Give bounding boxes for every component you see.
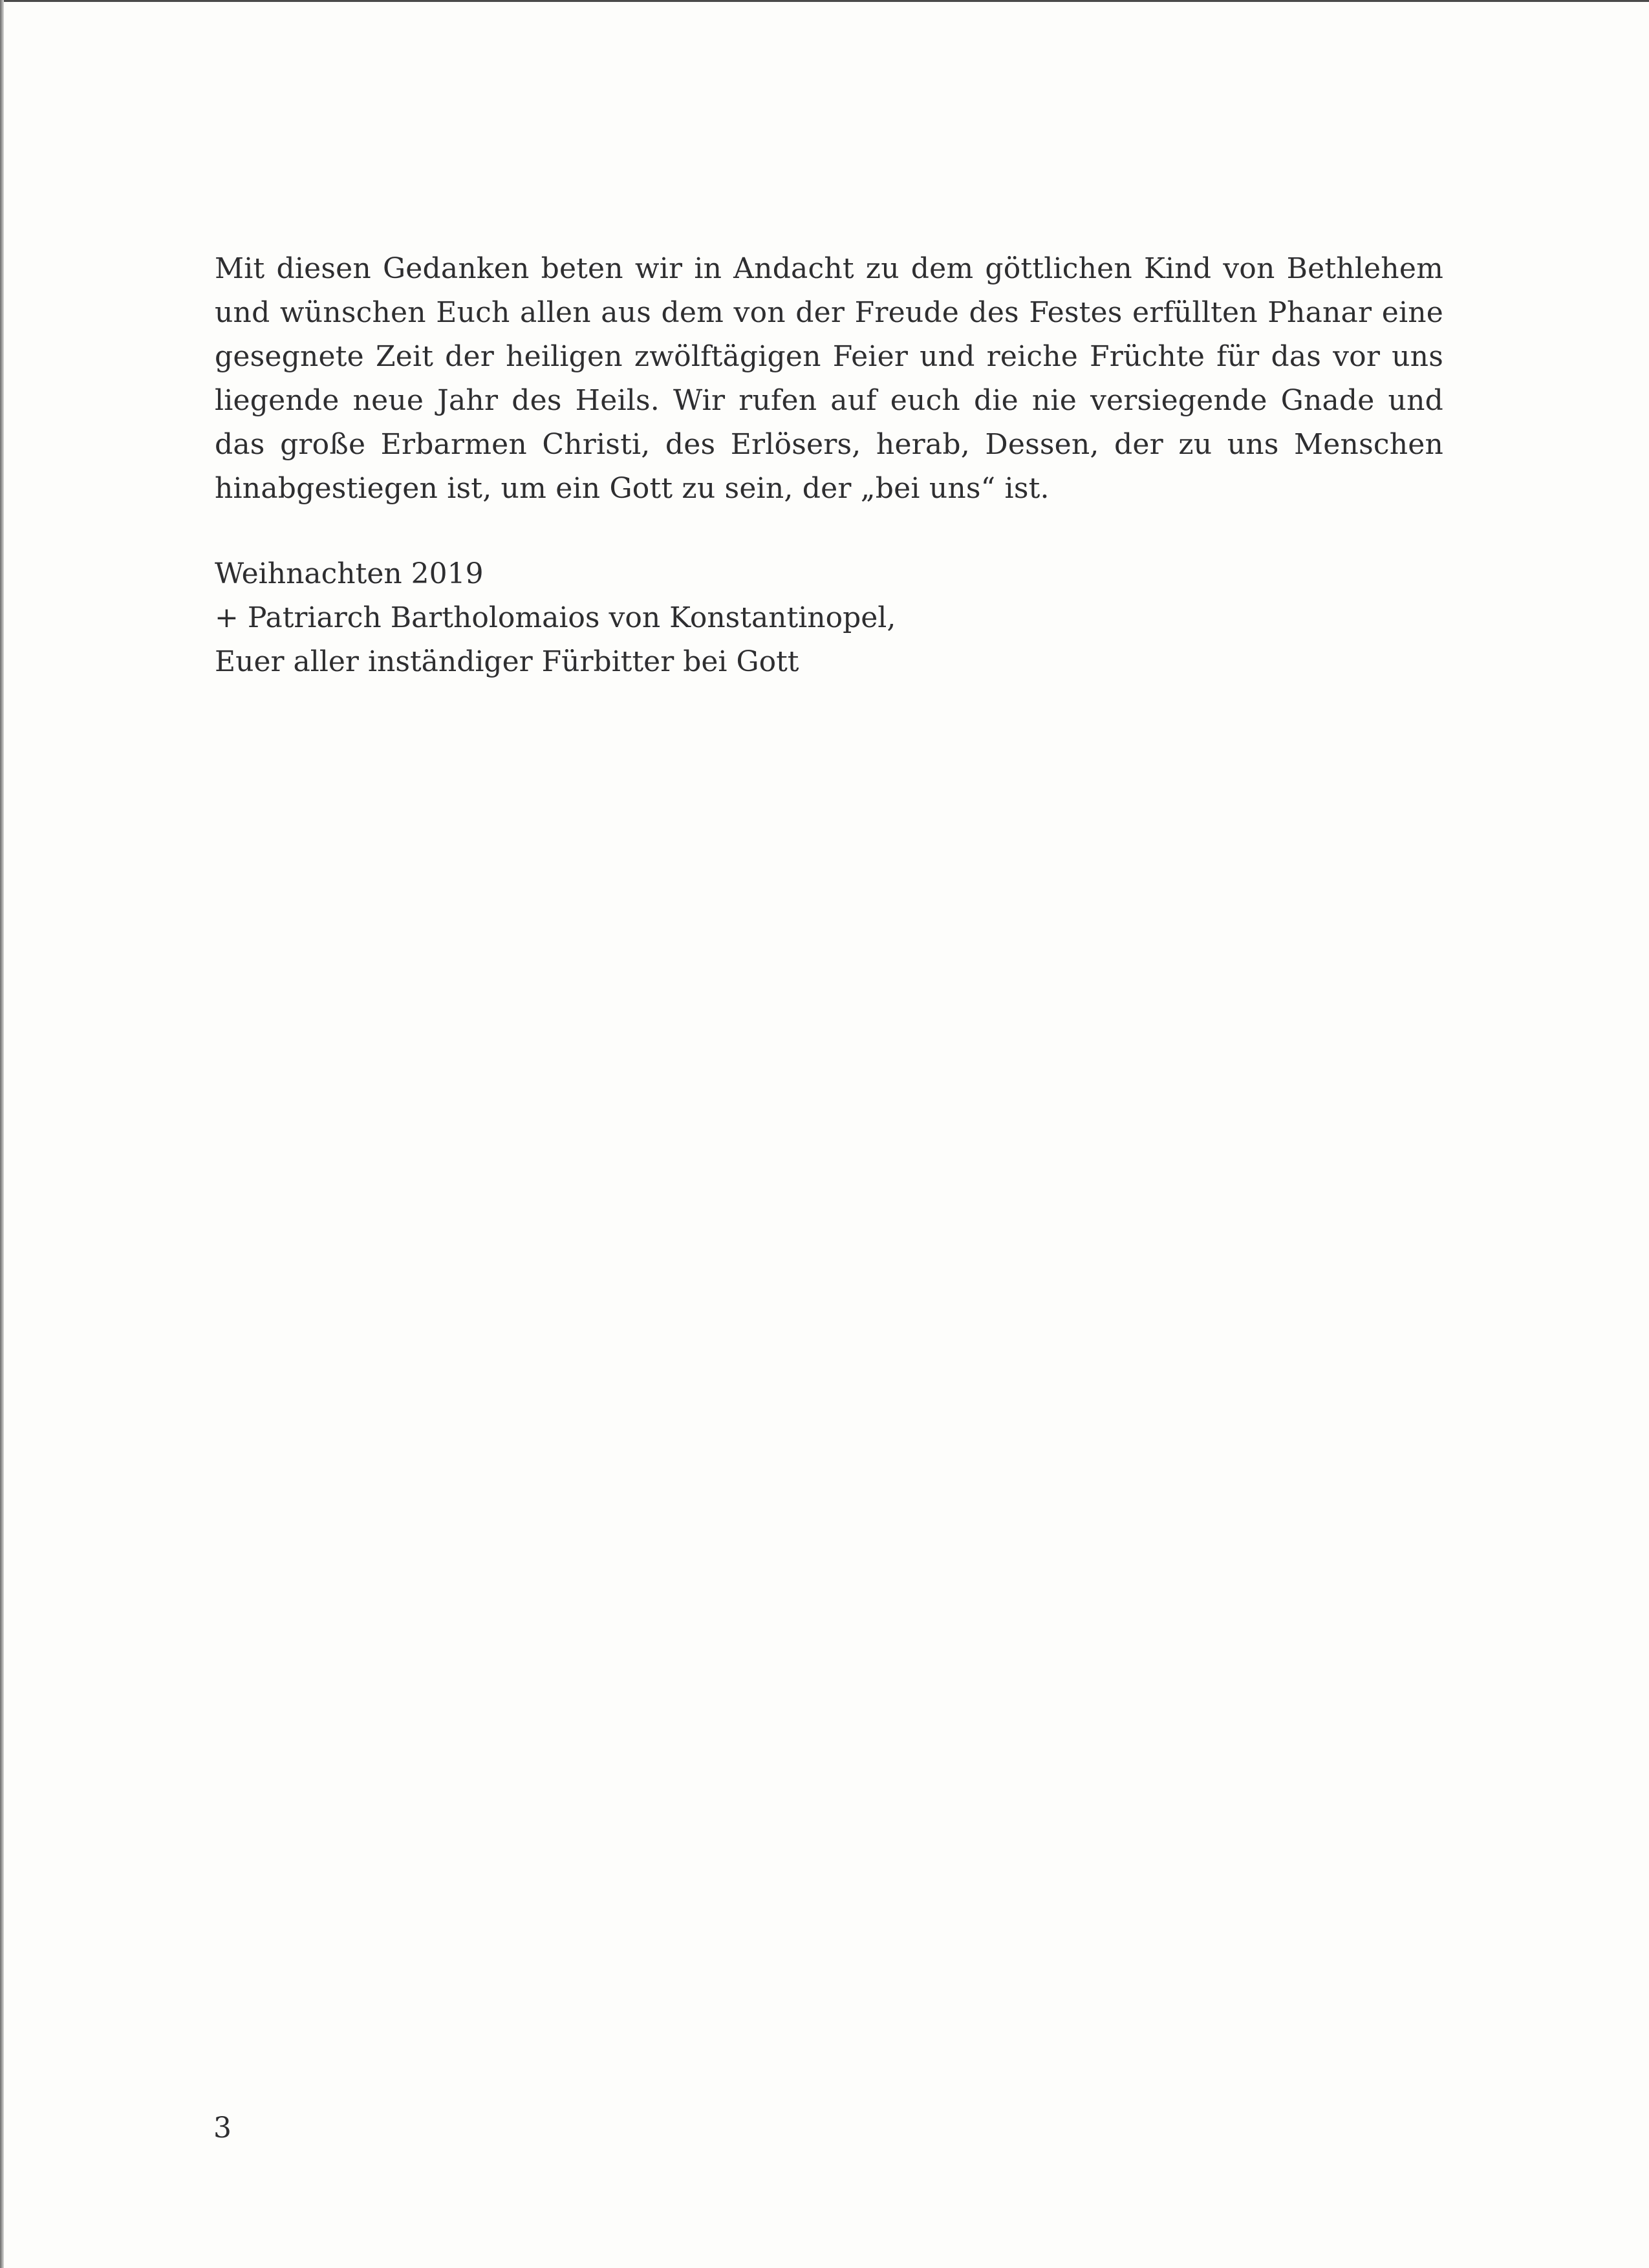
signature-name: + Patriarch Bartholomaios von Konstantinopel, bbox=[215, 601, 896, 634]
page-top-edge bbox=[0, 0, 1649, 2]
signature-block bbox=[215, 552, 896, 684]
body-line-4: liegende neue Jahr des Heils. Wir rufen auf euch die nie versiegende Gnade und das bbox=[215, 384, 1443, 461]
body-text bbox=[215, 247, 1443, 511]
body-paragraph bbox=[215, 247, 1443, 511]
body-line-1: Mit diesen Gedanken beten wir in Andacht zu dem göttlichen Kind von Bethlehem bbox=[215, 252, 1443, 285]
signature-date: Weihnachten 2019 bbox=[215, 557, 484, 590]
signature-closing: Euer aller inständiger Fürbitter bei Gott bbox=[215, 645, 799, 678]
body-line-2: und wünschen Euch allen aus dem von der Freude des Festes erfüllten Phanar eine bbox=[215, 296, 1443, 329]
page-left-edge bbox=[0, 0, 4, 2268]
body-line-5: große Erbarmen Christi, des Erlösers, herab, Dessen, der zu uns Menschen bbox=[280, 428, 1444, 461]
page-number: 3 bbox=[213, 2112, 232, 2145]
body-line-6: hinabgestiegen ist, um ein Gott zu sein, der „bei uns“ ist. bbox=[215, 472, 1050, 505]
body-line-3: gesegnete Zeit der heiligen zwölftägigen Feier und reiche Früchte für das vor uns bbox=[215, 340, 1443, 373]
